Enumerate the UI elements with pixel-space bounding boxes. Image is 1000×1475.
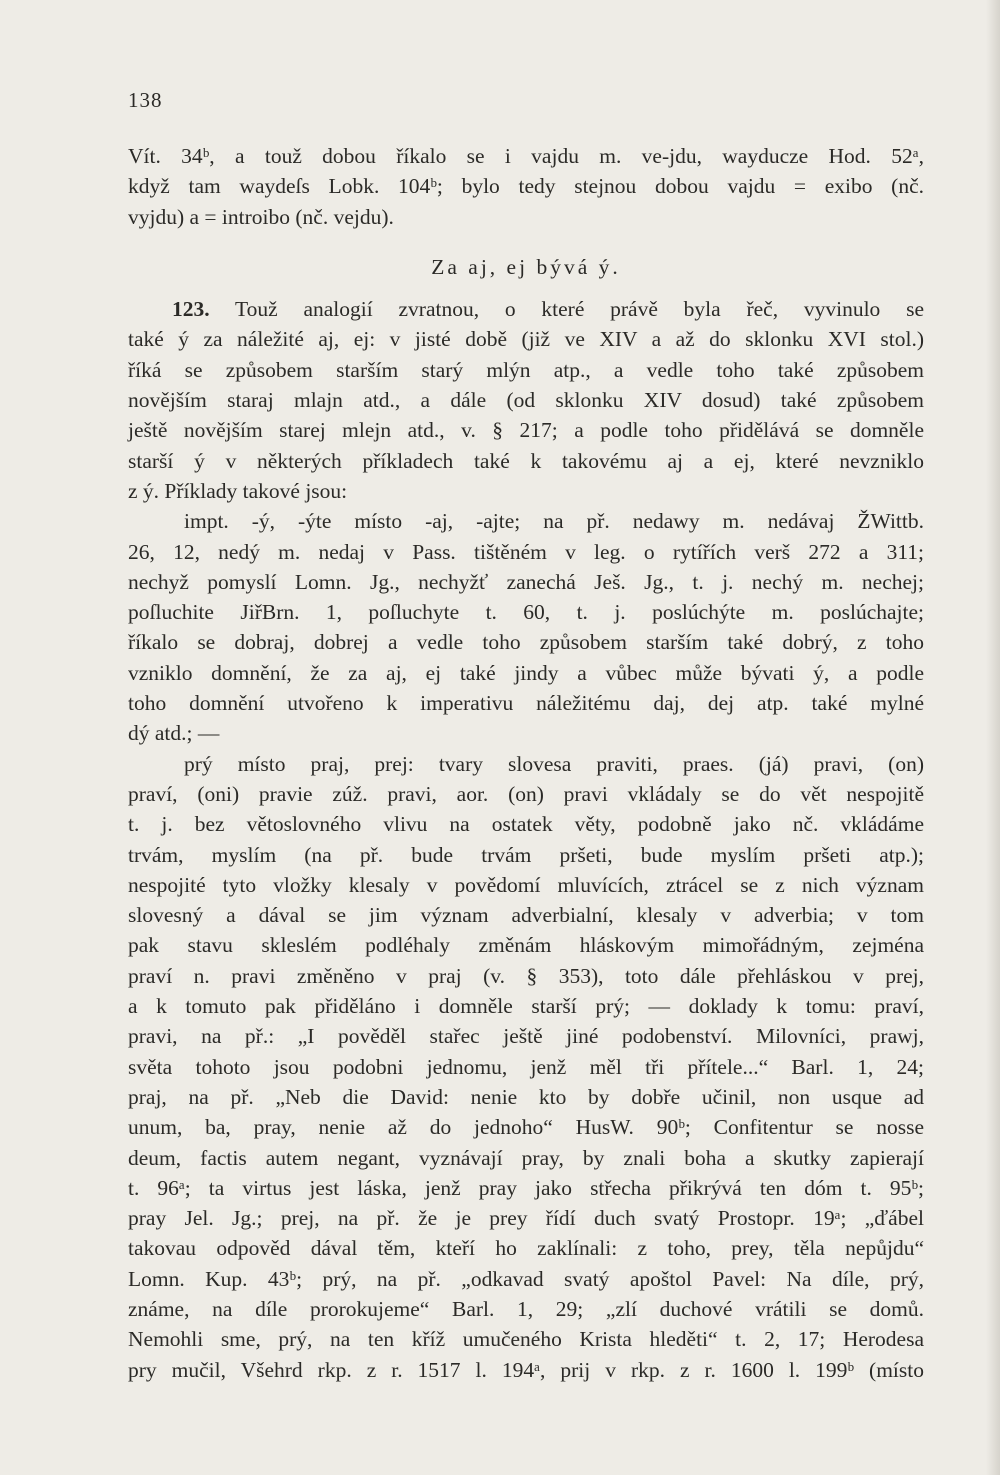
- section-first-line: [128, 294, 924, 324]
- text-line: nechyž pomyslí Lomn. Jg., nechyžť zanechá Ješ. Jg., t. j. nechý m. nechej;: [128, 569, 924, 594]
- text-line: trvám, myslím (na př. bude trvám pršeti, bude myslím pršeti atp.);: [128, 842, 924, 867]
- text-line: pry mučil, Všehrd rkp. z r. 1517 l. 194ᵃ, prij v rkp. z r. 1600 l. 199ᵇ (místo: [128, 1357, 924, 1382]
- section-123-intro: [128, 294, 924, 506]
- text-line: unum, ba, pray, nenie až do jednoho“ HusW. 90ᵇ; Confitentur se nosse: [128, 1115, 924, 1140]
- text-line: praj, na př. „Neb die David: nenie kto by dobře učinil, non usque ad: [128, 1084, 924, 1109]
- page-number: 138: [128, 88, 163, 112]
- text-line: starší ý v některých příkladech také k takovému aj a ej, které nevzniklo: [128, 448, 924, 473]
- text-line: dý atd.; —: [128, 721, 220, 746]
- text-line: pravi, na př.: „I pověděl stařec ještě jiné podobenství. Milovníci, prawj,: [128, 1024, 924, 1049]
- text-line: takovau odpověd dával těm, kteří ho zaklínali: z toho, prey, těla nepůjdu“: [128, 1236, 924, 1261]
- pry-paragraph: [128, 749, 924, 1385]
- text-line: poſluchite JiřBrn. 1, poſluchyte t. 60, t. j. poslúchýte m. poslúchajte;: [128, 600, 924, 625]
- text-line: také ý za náležité aj, ej: v jisté době (již ve XIV a až do sklonku XVI stol.): [128, 327, 924, 352]
- text-line: Vít. 34ᵇ, a touž dobou říkalo se i vajdu m. ve-jdu, wayducze Hod. 52ᵃ,: [128, 144, 924, 168]
- text-line: t. 96ᵃ; ta virtus jest láska, jenž pray jako střecha přikrývá ten dóm t. 95ᵇ;: [128, 1175, 924, 1200]
- pry-first-line: prý místo praj, prej: tvary slovesa praviti, praes. (já) pravi, (on): [184, 751, 924, 776]
- text-line: světa tohoto jsou podobni jednomu, jenž měl tři přítele...“ Barl. 1, 24;: [128, 1054, 924, 1079]
- impt-first-line: impt. -ý, -ýte místo -aj, -ajte; na př. nedawy m. nedávaj ŽWittb.: [184, 509, 924, 534]
- text-line: 26, 12, nedý m. nedaj v Pass. tištěném v leg. o rytířích verš 272 a 311;: [128, 539, 924, 564]
- text-line: vzniklo domnění, že za aj, ej také jindy a vůbec může bývati ý, a podle: [128, 660, 924, 685]
- text-line: pak stavu skleslém podléhaly změnám hláskovým mimořádným, zejména: [128, 933, 924, 958]
- text-line: když tam waydeſs Lobk. 104ᵇ; bylo tedy stejnou dobou vajdu = exibo (nč.: [128, 174, 924, 199]
- text-line: praví n. pravi změněno v praj (v. § 353), toto dále přehláskou v prej,: [128, 963, 924, 988]
- text-block: [128, 141, 924, 1385]
- section-first-line-text: Touž analogií zvratnou, o které právě byla řeč, vyvinulo se: [235, 297, 924, 322]
- section-heading: Za aj, ej bývá ý.: [431, 254, 621, 279]
- text-line: deum, factis autem negant, vyznávají pray, by znali boha a skutky zapierají: [128, 1145, 924, 1170]
- text-line: známe, na díle prorokujeme“ Barl. 1, 29; „zlí duchové vrátili se domů.: [128, 1296, 924, 1321]
- text-line: toho domnění utvořeno k imperativu náležitému daj, dej atp. také mylné: [128, 691, 924, 716]
- section-number: 123.: [172, 297, 210, 322]
- text-line: novějším staraj mlajn atd., a dále (od sklonku XIV dosud) také způsobem: [128, 388, 924, 413]
- text-line: ještě novějším starej mlejn atd., v. § 217; a podle toho přidělává se domněle: [128, 418, 924, 443]
- text-line: pray Jel. Jg.; prej, na př. že je prey řídí duch svatý Prostopr. 19ᵃ; „ďábel: [128, 1206, 924, 1231]
- text-line: slovesný a dával se jim význam adverbialní, klesaly v adverbia; v tom: [128, 903, 924, 928]
- text-line: vyjdu) a = introibo (nč. vejdu).: [128, 204, 394, 229]
- impt-paragraph: [128, 506, 924, 748]
- text-line: t. j. bez větoslovného vlivu na ostatek věty, podobně jako nč. vkládáme: [128, 812, 924, 837]
- text-line: z ý. Příklady takové jsou:: [128, 478, 348, 503]
- text-line: a k tomuto pak přiděláno i domněle starší prý; — doklady k tomu: praví,: [128, 994, 924, 1019]
- paragraph-continuation: [128, 141, 924, 232]
- text-line: nespojité tyto vložky klesaly v povědomí mluvících, ztrácel se z nich význam: [128, 872, 924, 897]
- text-line: praví, (oni) pravie zúž. pravi, aor. (on) pravi vkládaly se do vět nespojitě: [128, 781, 924, 806]
- text-line: Lomn. Kup. 43ᵇ; prý, na př. „odkavad svatý apoštol Pavel: Na díle, prý,: [128, 1266, 924, 1291]
- text-line: říká se způsobem starším starý mlýn atp., a vedle toho také způsobem: [128, 357, 924, 382]
- text-line: Nemohli sme, prý, na ten kříž umučeného Krista hleděti“ t. 2, 17; Herodesa: [128, 1327, 924, 1352]
- text-line: říkalo se dobraj, dobrej a vedle toho způsobem starším také dobrý, z toho: [128, 630, 924, 655]
- page-edge-shadow: [986, 0, 1000, 1475]
